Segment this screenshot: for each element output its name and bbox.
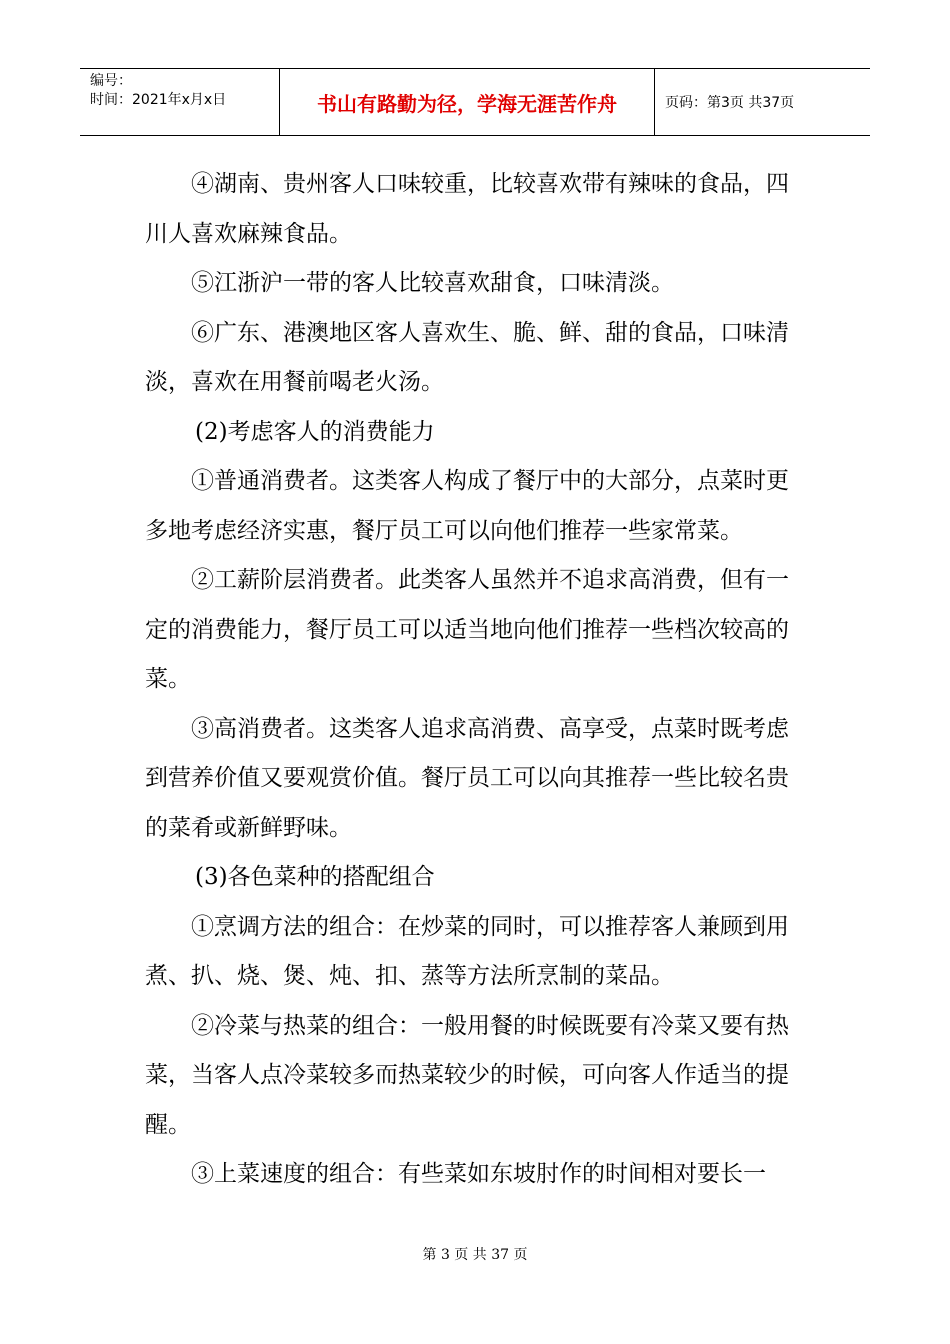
paragraph: ②工薪阶层消费者。此类客人虽然并不追求高消费，但有一定的消费能力，餐厅员工可以适当地向他们推荐一些档次较高的菜。 xyxy=(145,567,789,692)
paragraph: ③上菜速度的组合：有些菜如东坡肘作的时间相对要长一 xyxy=(191,1161,766,1187)
paragraph: ③高消费者。这类客人追求高消费、高享受，点菜时既考虑到营养价值又要观赏价值。餐厅员工可以向其推荐一些比较名贵的菜肴或新鲜野味。 xyxy=(145,715,789,841)
section-heading: (3)各色菜种的搭配组合 xyxy=(195,864,435,890)
date-label: 时间：2021年x月x日 xyxy=(90,92,227,108)
header-page-info: 页码：第3页 共37页 xyxy=(665,95,795,111)
page-header xyxy=(80,68,870,136)
serial-label: 编号： xyxy=(90,73,132,89)
paragraph: ②冷菜与热菜的组合：一般用餐的时候既要有冷菜又要有热菜，当客人点冷菜较多而热菜较少的时候，可向客人作适当的提醒。 xyxy=(145,1012,789,1138)
paragraph: ⑥广东、港澳地区客人喜欢生、脆、鲜、甜的食品，口味清淡，喜欢在用餐前喝老火汤。 xyxy=(145,319,789,395)
header-meta xyxy=(80,69,280,135)
section-heading: (2)考虑客人的消费能力 xyxy=(195,418,435,445)
paragraph: ④湖南、贵州客人口味较重，比较喜欢带有辣味的食品，四川人喜欢麻辣食品。 xyxy=(145,171,789,247)
page-footer: 第 3 页 共 37 页 xyxy=(422,1247,528,1263)
paragraph: ①普通消费者。这类客人构成了餐厅中的大部分，点菜时更多地考虑经济实惠，餐厅员工可以向他们推荐一些家常菜。 xyxy=(145,468,789,544)
document-body xyxy=(145,160,795,1200)
paragraph: ①烹调方法的组合：在炒菜的同时，可以推荐客人兼顾到用煮、扒、烧、煲、炖、扣、蒸等方法所烹制的菜品。 xyxy=(145,913,789,989)
paragraph: ⑤江浙沪一带的客人比较喜欢甜食，口味清淡。 xyxy=(191,270,674,296)
header-motto: 书山有路勤为径，学海无涯苦作舟 xyxy=(280,69,655,135)
